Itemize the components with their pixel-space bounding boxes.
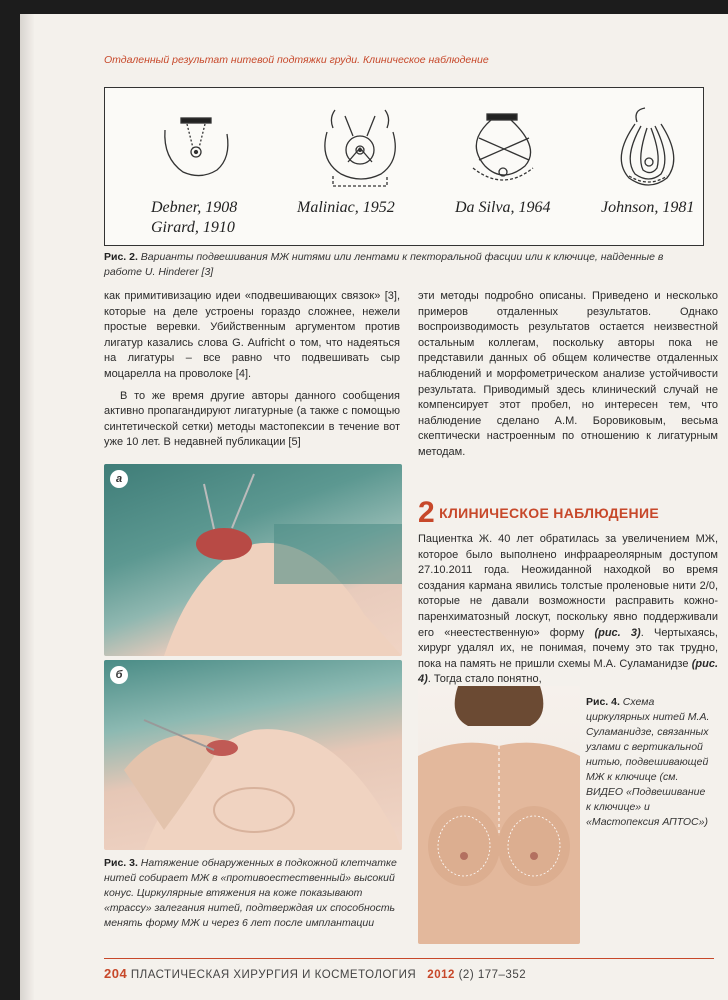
photo-b-illustration (104, 660, 402, 850)
photo-a-illustration (104, 464, 402, 656)
figure-2-frame (104, 87, 704, 246)
author-da-silva: Da Silva, 1964 (455, 199, 551, 216)
section-title: КЛИНИЧЕСКОЕ НАБЛЮДЕНИЕ (439, 505, 659, 521)
section-number: 2 (418, 496, 435, 529)
section-ref-fig3: (рис. 3) (594, 626, 641, 639)
right-column-text (418, 289, 718, 461)
section-text-part-2: . Чертыхаясь, хирург удалял их, не понимая, почему это так трудно, пока на память не пришли схемы М.А. Суламанидзе (418, 626, 718, 670)
author-maliniac: Maliniac, 1952 (297, 199, 395, 216)
author-girard: Girard, 1910 (151, 219, 235, 236)
figure-4-caption (586, 695, 712, 830)
photo-a (104, 464, 402, 656)
section-ref-fig4: (рис. 4) (418, 657, 718, 686)
running-header: Отдаленный результат нитевой подтяжки груди. Клиническое наблюдение (104, 54, 489, 66)
author-debner: Debner, 1908 (151, 199, 238, 216)
journal-issue: (2) 177–352 (458, 969, 527, 981)
figure-4-caption-text: Схема циркулярных нитей М.А. Суламанидзе, связанных узлами с вертикальной нитью, подвешивающей МЖ к ключице (см. ВИДЕО «Подвешивание к ключице» и «Мастопексия АПТОС») (586, 696, 710, 828)
left-paragraph-1: как примитивизацию идеи «подвешивающих связок» [3], которые на деле устроены гораздо сложнее, нежели простые веревки. Убийственным аргументом против лигатур казались слова G. Aufricht о том, что надеяться на лигатуры – все равно что подвешивать сыр моцарелла на проволоке [4]. (104, 290, 400, 380)
maliniac-scheme (325, 110, 395, 186)
figure-2-caption-label: Рис. 2. (104, 251, 138, 263)
da-silva-scheme (473, 114, 533, 180)
johnson-scheme (621, 108, 673, 185)
section-text-part-1: Пациентка Ж. 40 лет обратилась за увеличением МЖ, которое было выполнено инфраареолярным доступом 27.10.2011 года. Неожиданной находкой во время создания кармана явились толстые проленовые нити 2/0, которые не давали возможности расправить кожно-паренхиматозный лоскут, поскольку явно поддерживали его «неестественную» форму (418, 533, 718, 639)
figure-4-illustration (418, 686, 580, 944)
photo-b (104, 660, 402, 850)
figure-3-caption-label: Рис. 3. (104, 857, 138, 869)
left-paragraph-2: В то же время другие авторы данного сообщения активно пропагандируют лигатурные (а также с помощью синтетической сетки) методы мастопексии в течение вот уже 10 лет. В недавней публикации [5] (104, 389, 400, 449)
right-paragraph-1: эти методы подробно описаны. Приведено и несколько примеров отдаленных результатов. Однако воспроизводимость результатов остается неизвестной остальным коллегам, поскольку авторы пока не представили данных об общем количестве отдаленных наблюдений и морфометрическом анализе устойчивости результата. Приводимый здесь клинический случай не компенсирует этот пробел, но интересен тем, что наблюдение сделано А.М. Боровиковым, весьма скептически настроенным по отношению к лигатурным методам. (418, 290, 718, 458)
author-johnson: Johnson, 1981 (601, 199, 695, 216)
left-column-text (104, 289, 400, 451)
figure-2-caption (104, 250, 704, 280)
page-binding-shadow (20, 14, 34, 1000)
figure-4-photo (418, 686, 580, 944)
page-number: 204 (104, 966, 128, 981)
photo-b-label: б (110, 666, 128, 684)
section-text (418, 532, 718, 688)
figure-3-caption-text: Натяжение обнаруженных в подкожной клетчатке нитей собирает МЖ в «противоестественный» высокий конус. Циркулярные втяжения на коже показывают «трассу» залегания нитей, подтверждая их способность менять форму МЖ и через 6 лет после имплантации (104, 857, 397, 929)
footer-rule (104, 958, 714, 959)
section-paragraph (418, 532, 718, 688)
section-text-part-3: . Тогда стало понятно, (427, 673, 542, 686)
debner-scheme (165, 118, 228, 176)
figure-3-caption (104, 856, 404, 931)
figure-4-caption-label: Рис. 4. (586, 696, 620, 708)
journal-page (20, 14, 728, 1000)
page-footer (104, 966, 714, 981)
figure-2-caption-text: Варианты подвешивания МЖ нитями или лентами к пекторальной фасции или к ключице, найденные в работе U. Hinderer [3] (104, 251, 664, 278)
journal-name: ПЛАСТИЧЕСКАЯ ХИРУРГИЯ И КОСМЕТОЛОГИЯ (130, 969, 417, 981)
journal-year: 2012 (427, 969, 455, 981)
photo-a-label: а (110, 470, 128, 488)
section-heading (418, 496, 718, 530)
